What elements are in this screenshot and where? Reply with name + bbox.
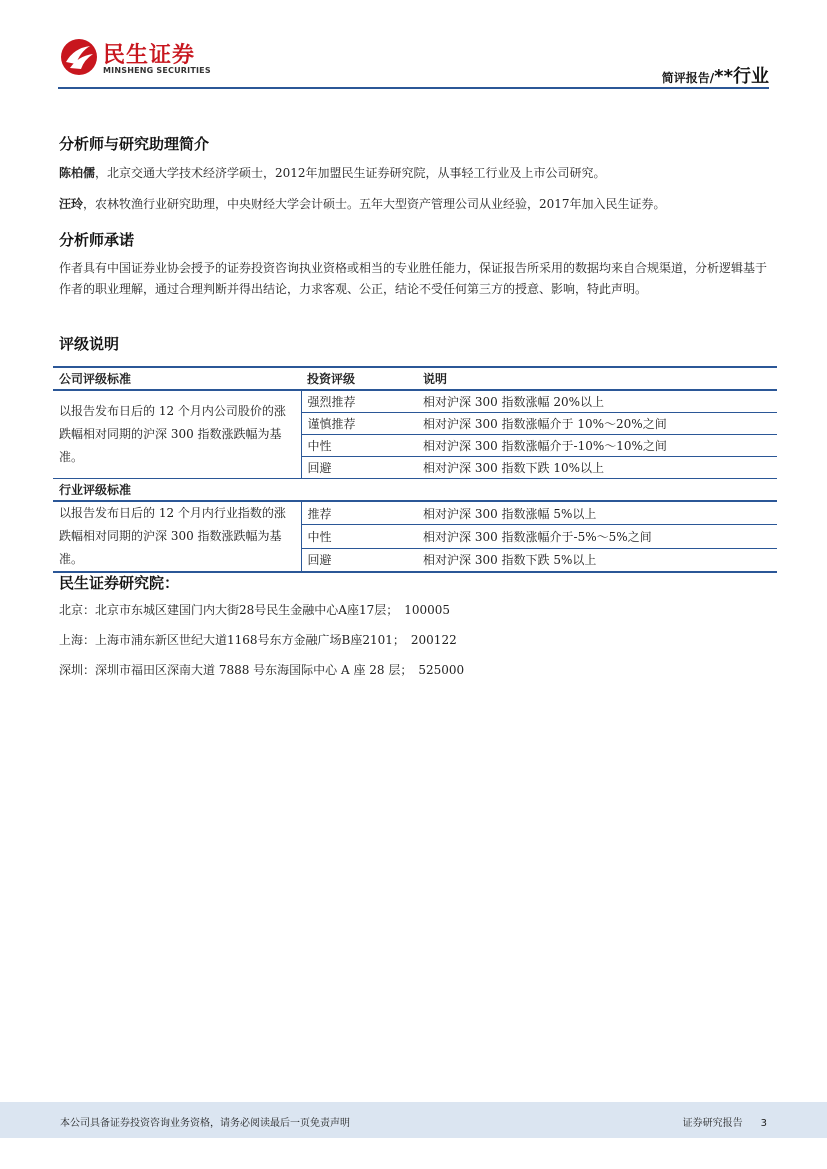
page-footer bbox=[0, 1102, 827, 1138]
footer-right bbox=[683, 1114, 767, 1129]
rating-cell: 回避 bbox=[301, 457, 417, 479]
industry-standard-header: 行业评级标准 bbox=[53, 479, 301, 502]
logo-chinese-name: 民生证券 bbox=[103, 43, 196, 68]
footer-label: 证券研究报告 bbox=[682, 1118, 743, 1129]
address-shenzhen: 深圳：深圳市福田区深南大道 7888 号东海国际中心 A 座 28 层； 525000 bbox=[59, 663, 465, 677]
desc-cell: 相对沪深 300 指数涨幅介于-10%～10%之间 bbox=[417, 435, 777, 457]
commitment-text: 作者具有中国证券业协会授予的证券投资咨询执业资格或相当的专业胜任能力，保证报告所采用的数据均来自合规渠道，分析逻辑基于作者的职业理解，通过合理判断并得出结论，力求客观、公正，结论不受任何第三方的授意、影响，特此声明。 bbox=[59, 261, 768, 296]
desc-cell: 相对沪深 300 指数涨幅介于-5%～5%之间 bbox=[417, 525, 777, 548]
rating-table bbox=[53, 366, 777, 573]
analyst-2-text: ，农林牧渔行业研究助理，中央财经大学会计硕士。五年大型资产管理公司从业经验，2017年加入民生证券。 bbox=[83, 197, 666, 211]
report-type: 简评报告/ bbox=[661, 71, 715, 85]
company-standard-desc: 以报告发布日后的 12 个月内公司股价的涨跌幅相对同期的沪深 300 指数涨跌幅为基准。 bbox=[53, 390, 301, 479]
company-standard-header: 公司评级标准 bbox=[53, 367, 301, 390]
minsheng-logo-icon bbox=[60, 38, 98, 76]
logo-english-name: MINSHENG SECURITIES bbox=[103, 66, 211, 75]
company-logo bbox=[60, 38, 220, 78]
rating-cell: 谨慎推荐 bbox=[301, 413, 417, 435]
rating-cell: 推荐 bbox=[301, 501, 417, 525]
address-beijing: 北京：北京市东城区建国门内大街28号民生金融中心A座17层； 100005 bbox=[59, 603, 451, 617]
desc-col-header: 说明 bbox=[417, 367, 777, 390]
table-row bbox=[53, 390, 777, 413]
desc-cell: 相对沪深 300 指数涨幅介于 10%～20%之间 bbox=[417, 413, 777, 435]
rating-col-header: 投资评级 bbox=[301, 367, 417, 390]
analyst-2-name: 汪玲 bbox=[59, 197, 84, 211]
commitment-heading: 分析师承诺 bbox=[59, 231, 135, 249]
address-shanghai: 上海：上海市浦东新区世纪大道1168号东方金融广场B座2101； 200122 bbox=[59, 633, 457, 647]
rating-cell: 中性 bbox=[301, 525, 417, 548]
analysts-heading: 分析师与研究助理简介 bbox=[59, 135, 210, 153]
desc-cell: 相对沪深 300 指数涨幅 20%以上 bbox=[417, 390, 777, 413]
analyst-1-name: 陈柏儒 bbox=[59, 166, 96, 180]
rating-heading: 评级说明 bbox=[59, 335, 120, 353]
analyst-1-bio bbox=[59, 163, 767, 184]
desc-cell: 相对沪深 300 指数下跌 5%以上 bbox=[417, 548, 777, 572]
analyst-2-bio bbox=[59, 194, 767, 215]
rating-cell: 强烈推荐 bbox=[301, 390, 417, 413]
industry-standard-desc: 以报告发布日后的 12 个月内行业指数的涨跌幅相对同期的沪深 300 指数涨跌幅为基准。 bbox=[53, 501, 301, 572]
rating-table-header bbox=[53, 367, 777, 390]
header-rule bbox=[58, 87, 769, 89]
report-type-header bbox=[662, 62, 769, 88]
table-row bbox=[53, 501, 777, 525]
desc-cell: 相对沪深 300 指数下跌 10%以上 bbox=[417, 457, 777, 479]
industry-standard-header-row bbox=[53, 479, 777, 502]
rating-cell: 回避 bbox=[301, 548, 417, 572]
institute-heading: 民生证券研究院： bbox=[59, 574, 180, 592]
industry-label: **行业 bbox=[714, 66, 769, 87]
analyst-1-text: ，北京交通大学技术经济学硕士，2012年加盟民生证券研究院，从事轻工行业及上市公司研究。 bbox=[95, 166, 606, 180]
page-number: 3 bbox=[760, 1118, 767, 1129]
footer-disclaimer: 本公司具备证券投资咨询业务资格，请务必阅读最后一页免责声明 bbox=[60, 1118, 350, 1129]
desc-cell: 相对沪深 300 指数涨幅 5%以上 bbox=[417, 501, 777, 525]
rating-cell: 中性 bbox=[301, 435, 417, 457]
